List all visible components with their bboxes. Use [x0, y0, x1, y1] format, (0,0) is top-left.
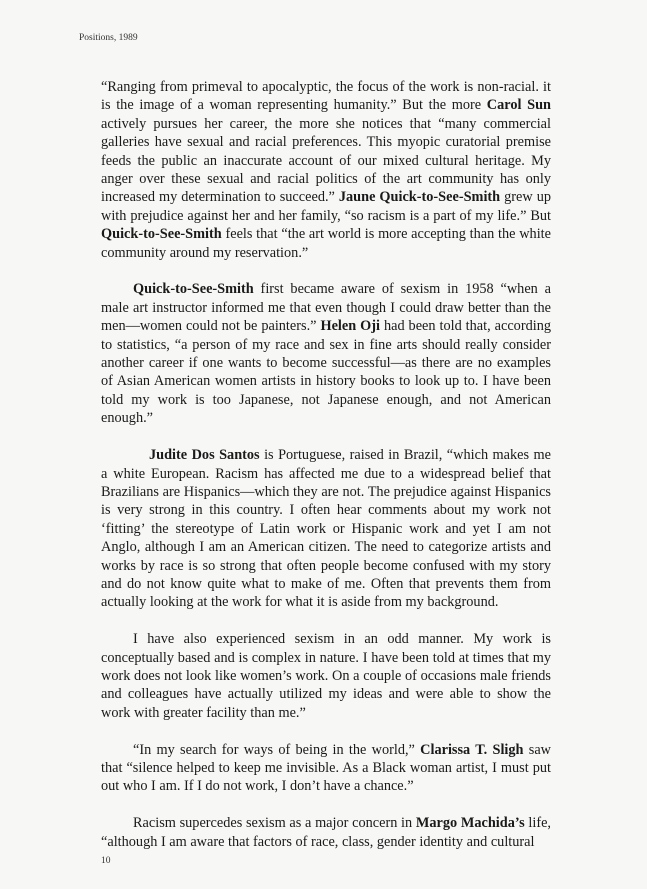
paragraph-clarissa-sligh	[101, 741, 551, 796]
paragraph-judite-dos-santos	[101, 446, 551, 612]
text-segment: “In my search for ways of being in the world,”	[133, 741, 421, 758]
artist-name: Quick-to-See-Smith	[101, 226, 222, 243]
text-segment: life, “although I am aware that factors of race, class, gender identity and cultural	[101, 815, 551, 850]
page-number: 10	[101, 856, 111, 866]
text-segment: grew up with prejudice against her and her family, “so racism is a part of my life.” But	[101, 189, 551, 224]
artist-name: Clarissa T. Sligh	[420, 741, 524, 758]
artist-name: Carol Sun	[486, 97, 552, 114]
artist-name: Helen Oji	[320, 318, 380, 335]
artist-name: Quick-to-See-Smith	[133, 281, 254, 298]
body-text	[101, 78, 551, 851]
text-segment: Racism supercedes sexism as a major concern in	[133, 815, 416, 832]
paragraph-margo-machida	[101, 814, 551, 851]
text-segment: “Ranging from primeval to apocalyptic, the focus of the work is non-racial. it is the image of a woman representing humanity.” But the more	[101, 79, 551, 114]
artist-name: Judite Dos Santos	[149, 447, 260, 464]
text-segment: had been told that, according to statistics, “a person of my race and sex in fine arts should really consider another career if one wants to become successful—as there are no examples of Asian American women artists in history books to look up to. I have been told my work is too Japanese, not Japanese enough, and not American enough.”	[101, 318, 551, 427]
text-segment: I have also experienced sexism in an odd manner. My work is conceptually based and is complex in nature. I have been told at times that my work does not look like women’s work. On a couple of occasions male friends and colleagues have actually utilized my ideas and were able to show the work with greater facility than me.”	[101, 631, 551, 721]
paragraph-sexism-odd-manner	[101, 630, 551, 722]
text-segment: saw that “silence helped to keep me invisible. As a Black woman artist, I must put out who I am. If I do not work, I don’t have a chance.”	[101, 741, 551, 795]
running-head: Positions, 1989	[79, 33, 138, 43]
text-segment: is Portuguese, raised in Brazil, “which makes me a white European. Racism has affected me due to a widespread belief that Brazilians are Hispanics—which they are not. The prejudice against Hispanics is very strong in this country. I often hear comments about my work not ‘fitting’ the stereotype of Latin work or Hispanic work and yet I am not Anglo, although I am an American citizen. The need to categorize artists and works by race is so strong that often people become confused with my story and do not know quite what to make of me. Often that prevents them from actually looking at the work for what it is aside from my background.	[101, 447, 552, 611]
paragraph-quick-to-see-smith	[101, 280, 551, 427]
artist-name: Jaune Quick-to-See-Smith	[338, 189, 501, 206]
text-segment: first became aware of sexism in 1958 “when a male art instructor informed me that even though I could draw better than the men—women could not be painters.”	[101, 281, 551, 335]
text-segment: feels that “the art world is more accepting than the white community around my reservation.”	[101, 226, 551, 261]
artist-name: Margo Machida’s	[415, 815, 525, 832]
text-segment: actively pursues her career, the more she notices that “many commercial galleries have sexual and racial preferences. This myopic curatorial premise feeds the public an inaccurate account of our mixed cultural heritage. My anger over these sexual and racial politics of the art community has only increased my determination to succeed.”	[101, 115, 551, 206]
paragraph-carol-sun	[101, 78, 551, 262]
